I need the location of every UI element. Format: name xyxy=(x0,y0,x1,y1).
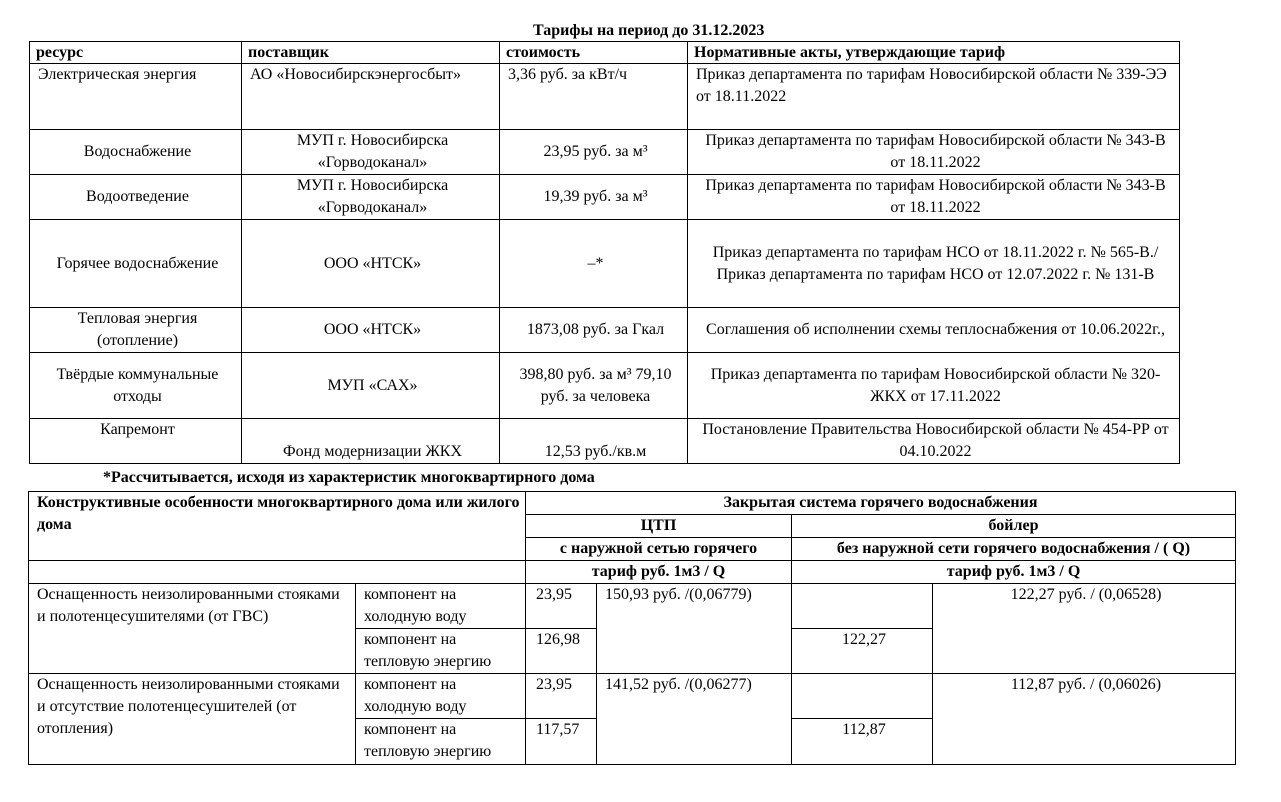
cell-resource: Электрическая энергия xyxy=(30,64,242,130)
cell-cost: 19,39 руб. за м³ xyxy=(500,175,688,220)
cell-cost: 398,80 руб. за м³ 79,10 руб. за человека xyxy=(500,353,688,419)
cell-supplier: МУП «САХ» xyxy=(242,353,500,419)
cell-component-cold: компонент на холодную воду xyxy=(356,674,526,719)
cell-ctp-total: 150,93 руб. /(0,06779) xyxy=(597,584,792,674)
header-feature: Конструктивные особенности многоквартирного дома или жилого дома xyxy=(29,492,526,561)
cell-resource: Твёрдые коммунальные отходы xyxy=(30,353,242,419)
table-row xyxy=(29,674,1236,719)
cell-ctp-cold: 23,95 xyxy=(526,584,597,629)
tariffs-header-row xyxy=(30,42,1180,64)
header-closed-system: Закрытая система горячего водоснабжения xyxy=(526,492,1236,515)
cell-supplier: ООО «НТСК» xyxy=(242,220,500,308)
cell-component-cold: компонент на холодную воду xyxy=(356,584,526,629)
header-with-network: с наружной сетью горячего xyxy=(526,538,792,561)
table-row xyxy=(30,175,1180,220)
table-row xyxy=(29,584,1236,629)
cell-resource: Капремонт xyxy=(30,419,242,464)
cell-cost: 1873,08 руб. за Гкал xyxy=(500,308,688,353)
cell-act: Приказ департамента по тарифам Новосибирской области № 320-ЖКХ от 17.11.2022 xyxy=(688,353,1180,419)
cell-feature: Оснащенность неизолированными стояками и отсутствие полотенцесушителей (от отопления) xyxy=(29,674,356,765)
cell-resource: Тепловая энергия (отопление) xyxy=(30,308,242,353)
table-row xyxy=(30,64,1180,130)
header-resource: ресурс xyxy=(30,42,242,64)
cell-resource: Горячее водоснабжение xyxy=(30,220,242,308)
header-ctp: ЦТП xyxy=(526,515,792,538)
cell-boiler-heat: 112,87 xyxy=(792,719,933,765)
cell-act: Приказ департамента по тарифам Новосибирской области № 343-В от 18.11.2022 xyxy=(688,175,1180,220)
table-row xyxy=(30,130,1180,175)
cell-supplier: АО «Новосибирскэнергосбыт» xyxy=(242,64,500,130)
table-row xyxy=(30,419,1180,464)
cell-act: Соглашения об исполнении схемы теплоснабжения от 10.06.2022г., xyxy=(688,308,1180,353)
header-acts: Нормативные акты, утверждающие тариф xyxy=(688,42,1180,64)
cell-cost: 3,36 руб. за кВт/ч xyxy=(500,64,688,130)
header-without-network: без наружной сети горячего водоснабжения / ( Q) xyxy=(792,538,1236,561)
cell-ctp-heat: 117,57 xyxy=(526,719,597,765)
header-tariff-ctp: тариф руб. 1м3 / Q xyxy=(526,561,792,584)
cell-supplier: ООО «НТСК» xyxy=(242,308,500,353)
cell-supplier: Фонд модернизации ЖКХ xyxy=(242,419,500,464)
tariffs-table xyxy=(29,41,1180,464)
cell-act: Приказ департамента по тарифам Новосибирской области № 343-В от 18.11.2022 xyxy=(688,130,1180,175)
cell-resource: Водоснабжение xyxy=(30,130,242,175)
table-row xyxy=(30,353,1180,419)
cell-component-heat: компонент на тепловую энергию xyxy=(356,719,526,765)
cell-act: Приказ департамента по тарифам НСО от 18.11.2022 г. № 565-В./Приказ департамента по тарифам НСО от 12.07.2022 г. № 131-В xyxy=(688,220,1180,308)
cell-boiler-heat: 122,27 xyxy=(792,629,933,674)
cell-feature: Оснащенность неизолированными стояками и полотенцесушителями (от ГВС) xyxy=(29,584,356,674)
cell-ctp-total: 141,52 руб. /(0,06277) xyxy=(597,674,792,765)
cell-act: Приказ департамента по тарифам Новосибирской области № 339-ЭЭ от 18.11.2022 xyxy=(688,64,1180,130)
footnote: *Рассчитывается, исходя из характеристик многоквартирного дома xyxy=(103,469,595,486)
table-row xyxy=(30,220,1180,308)
cell-boiler-total: 122,27 руб. / (0,06528) xyxy=(933,584,1236,674)
cell-supplier: МУП г. Новосибирска «Горводоканал» xyxy=(242,130,500,175)
cell-resource: Водоотведение xyxy=(30,175,242,220)
header-supplier: поставщик xyxy=(242,42,500,64)
cell-act: Постановление Правительства Новосибирской области № 454-РР от 04.10.2022 xyxy=(688,419,1180,464)
hotwater-table xyxy=(28,491,1236,765)
cell-ctp-heat: 126,98 xyxy=(526,629,597,674)
cell-cost: –* xyxy=(500,220,688,308)
cell-boiler-cold xyxy=(792,584,933,629)
page-title: Тарифы на период до 31.12.2023 xyxy=(533,22,765,39)
cell-cost: 12,53 руб./кв.м xyxy=(500,419,688,464)
cell-boiler-cold xyxy=(792,674,933,719)
header-cost: стоимость xyxy=(500,42,688,64)
header-empty xyxy=(29,561,526,584)
table-row xyxy=(30,308,1180,353)
cell-boiler-total: 112,87 руб. / (0,06026) xyxy=(933,674,1236,765)
cell-cost: 23,95 руб. за м³ xyxy=(500,130,688,175)
header-boiler: бойлер xyxy=(792,515,1236,538)
header-tariff-boiler: тариф руб. 1м3 / Q xyxy=(792,561,1236,584)
cell-ctp-cold: 23,95 xyxy=(526,674,597,719)
cell-supplier: МУП г. Новосибирска «Горводоканал» xyxy=(242,175,500,220)
cell-component-heat: компонент на тепловую энергию xyxy=(356,629,526,674)
